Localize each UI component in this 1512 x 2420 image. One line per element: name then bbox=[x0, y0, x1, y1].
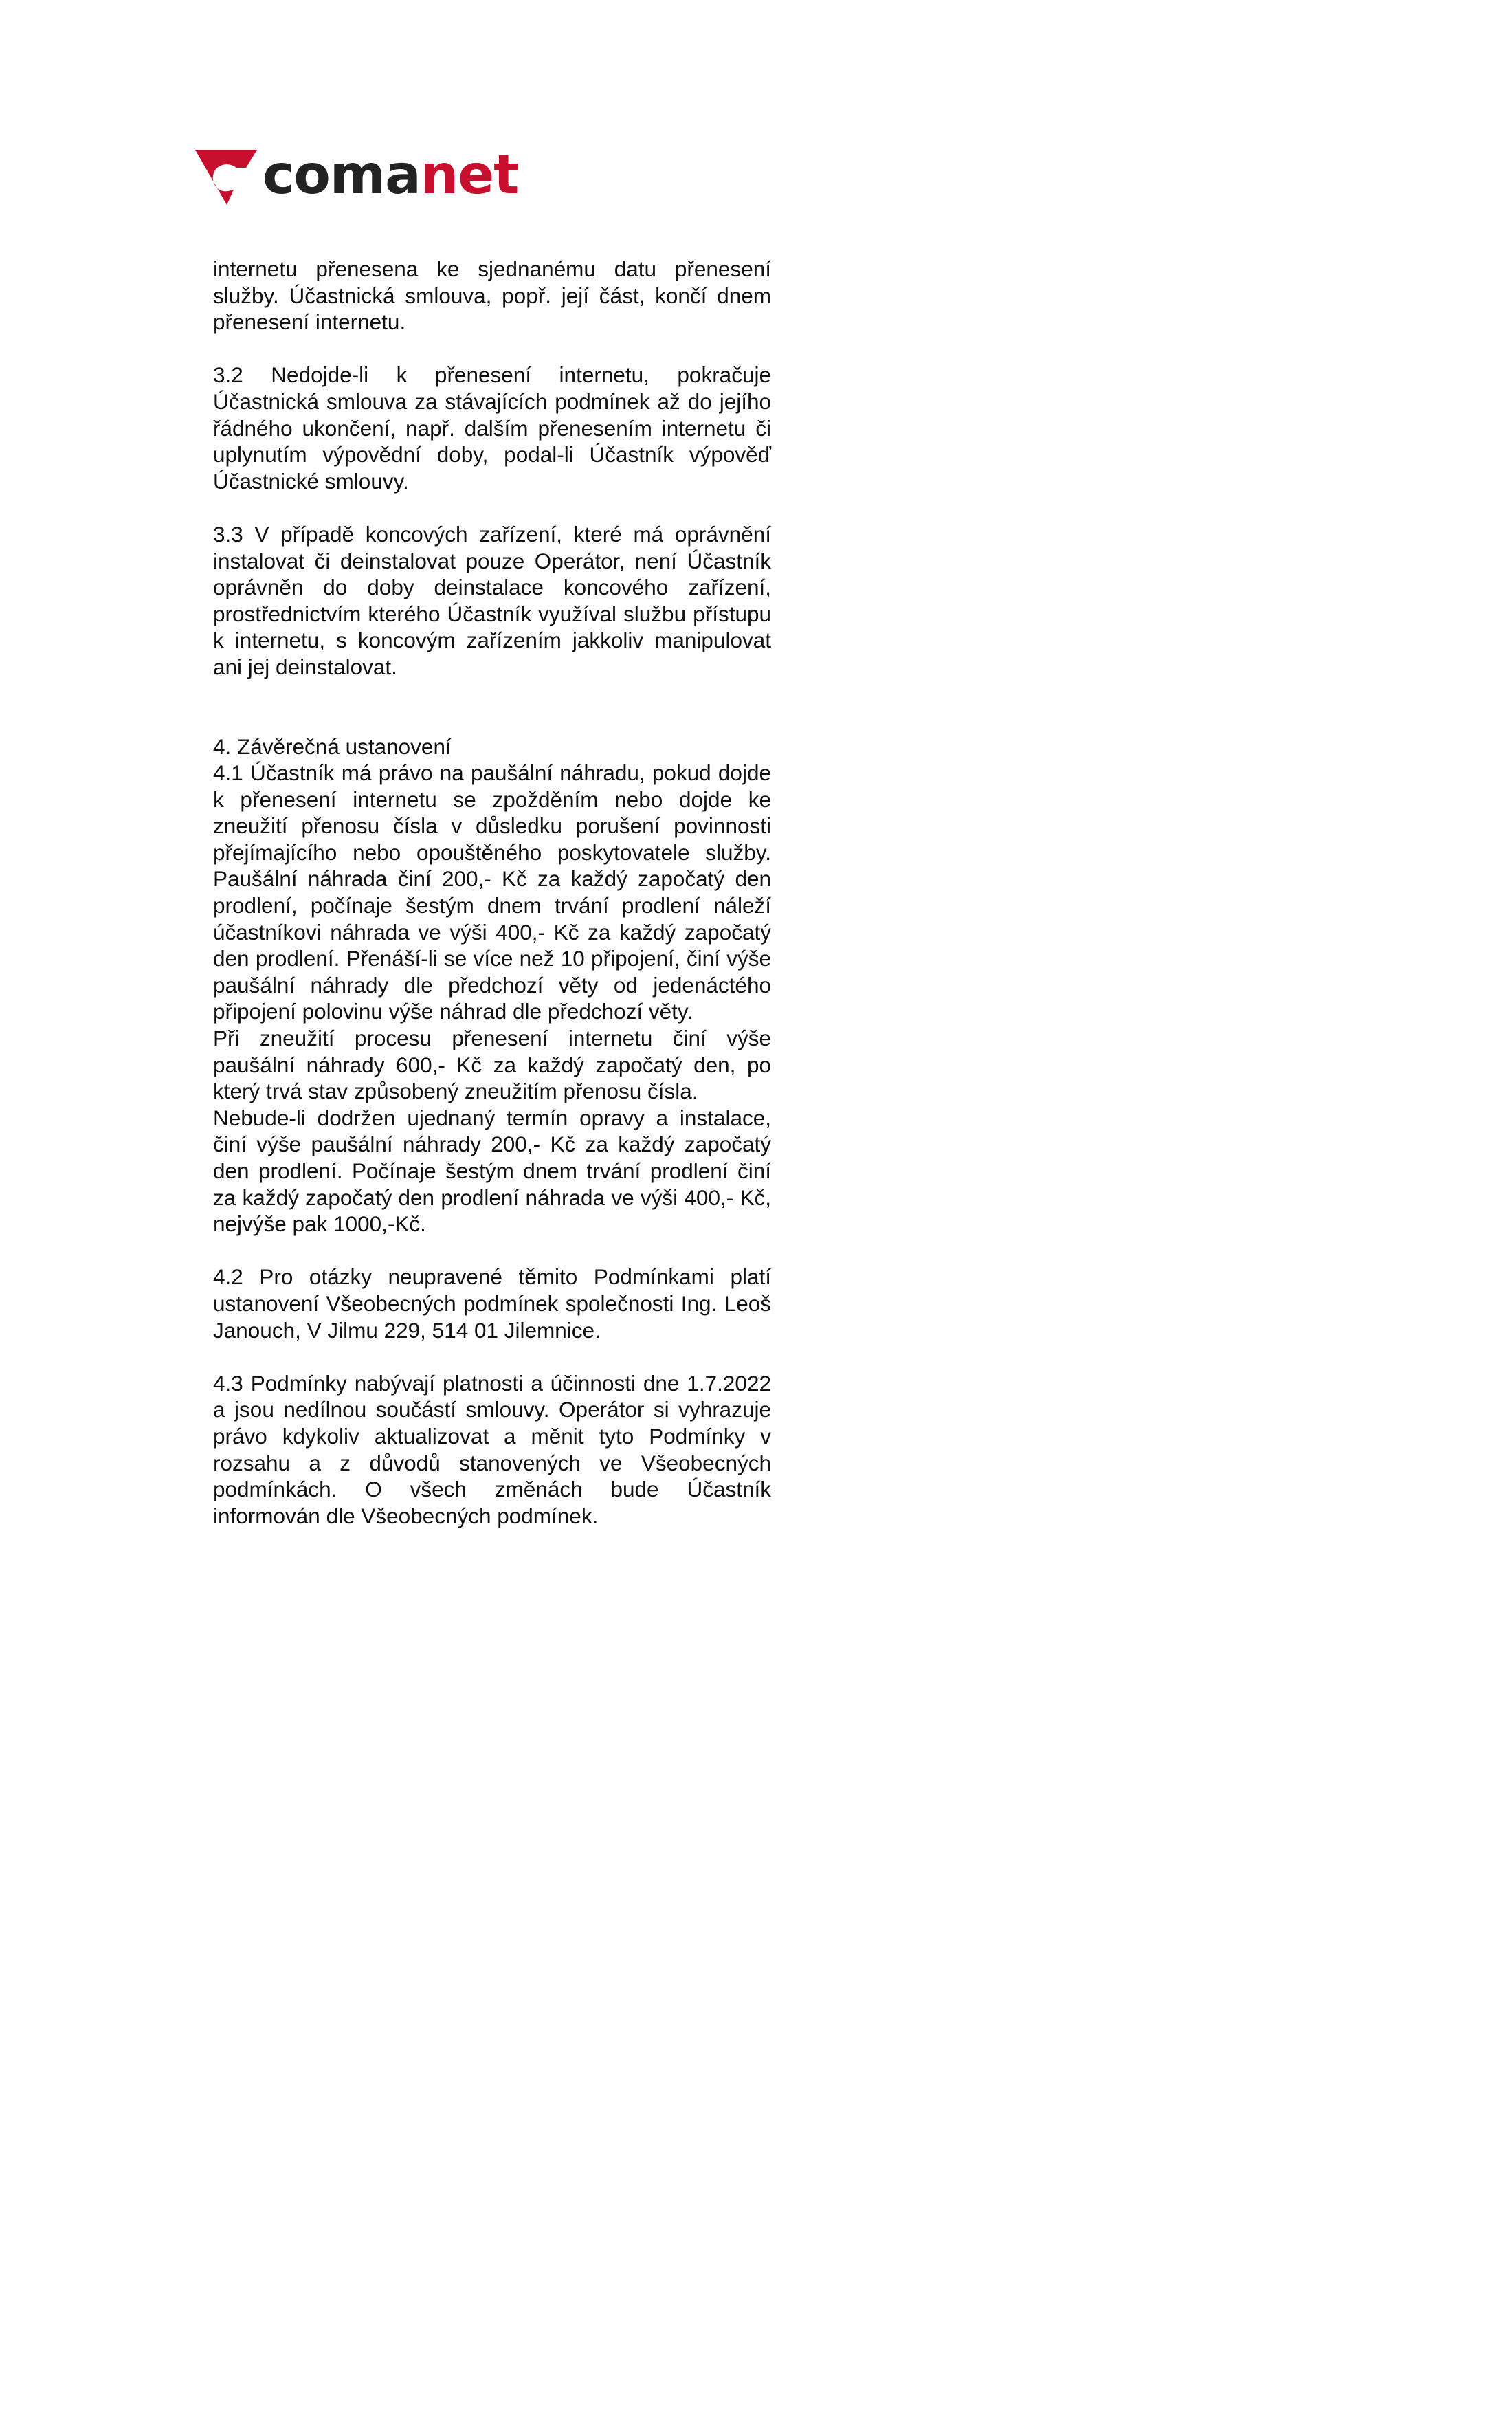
paragraph-4-3: 4.3 Podmínky nabývají platnosti a účinnosti dne 1.7.2022 a jsou nedílnou součástí smlouvy. Operátor si vyhrazuje právo kdykoliv aktualizovat a měnit tyto Podmínky v rozsahu a z důvodů stanovených ve Všeobecných podmínkách. O všech změnách bude Účastník informován dle Všeobecných podmínek. bbox=[213, 1370, 771, 1528]
paragraph-3-3: 3.3 V případě koncových zařízení, které má oprávnění instalovat či deinstalovat pouze Operátor, není Účastník oprávněn do doby deinstalace koncového zařízení, prostřednictvím kterého Účastník využíval službu přístupu k internetu, s koncovým zařízením jakkoliv manipulovat ani jej deinstalovat. bbox=[213, 521, 771, 679]
paragraph-3-2: 3.2 Nedojde-li k přenesení internetu, pokračuje Účastnická smlouva za stávajících podmínek až do jejího řádného ukončení, např. dalším přenesením internetu či uplynutím výpovědní doby, podal-li Účastník výpověď Účastnické smlouvy. bbox=[213, 362, 771, 494]
paragraph-4-1: 4.1 Účastník má právo na paušální náhradu, pokud dojde k přenesení internetu se zpožděním nebo dojde ke zneužití přenosu čísla v důsledku porušení povinnosti přejímajícího nebo opouštěného poskytovatele služby. Paušální náhrada činí 200,- Kč za každý započatý den prodlení, počínaje šestým dnem trvání prodlení náleží účastníkovi náhrada ve výši 400,- Kč za každý započatý den prodlení. Přenáší-li se více než 10 připojení, činí výše paušální náhrady dle předchozí věty od jedenáctého připojení polovinu výše náhrad dle předchozí věty. bbox=[213, 760, 771, 1024]
comanet-logo-icon bbox=[191, 146, 261, 209]
company-logo bbox=[191, 146, 518, 209]
section-4-heading: 4. Závěrečná ustanovení bbox=[213, 734, 452, 759]
paragraph-continuation: internetu přenesena ke sjednanému datu přenesení služby. Účastnická smlouva, popř. její část, končí dnem přenesení internetu. bbox=[213, 256, 771, 335]
document-body bbox=[213, 256, 771, 1529]
paragraph-4-1-repair: Nebude-li dodržen ujednaný termín opravy a instalace, činí výše paušální náhrady 200,- Kč za každý započatý den prodlení. Počínaje šestým dnem trvání prodlení činí za každý započatý den prodlení náhrada ve výši 400,- Kč, nejvýše pak 1000,-Kč. bbox=[213, 1105, 771, 1237]
paragraph-4-2: 4.2 Pro otázky neupravené těmito Podmínkami platí ustanovení Všeobecných podmínek společnosti Ing. Leoš Janouch, V Jilmu 229, 514 01 Jilemnice. bbox=[213, 1264, 771, 1343]
paragraph-4-1-misuse: Při zneužití procesu přenesení internetu činí výše paušální náhrady 600,- Kč za každý započatý den, po který trvá stav způsobený zneužitím přenosu čísla. bbox=[213, 1026, 771, 1104]
logo-wordmark: comanet bbox=[263, 144, 519, 206]
